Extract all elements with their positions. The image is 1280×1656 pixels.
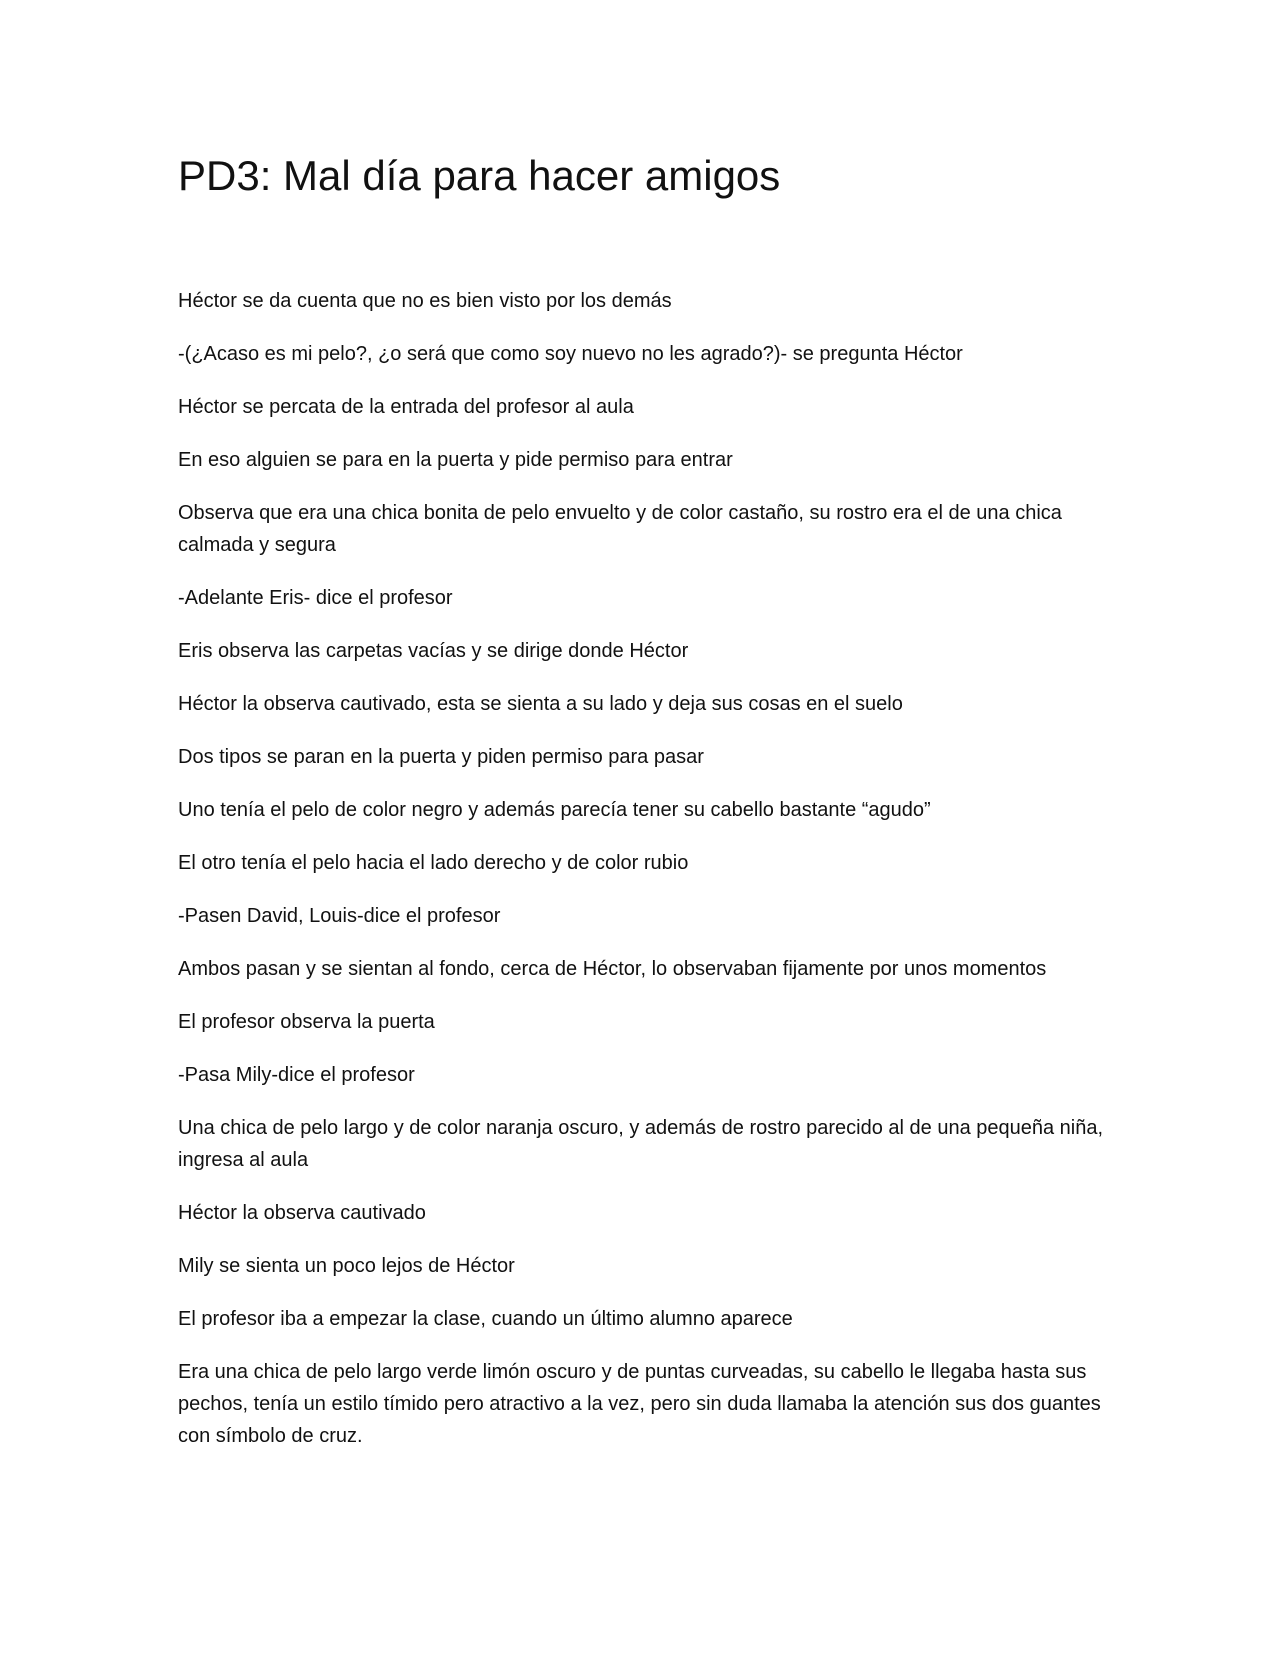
paragraph: Observa que era una chica bonita de pelo envuelto y de color castaño, su rostro era el de una chica calmada y segura — [178, 502, 1062, 556]
paragraph: -Pasen David, Louis-dice el profesor — [178, 905, 501, 927]
paragraph: Héctor la observa cautivado, esta se sienta a su lado y deja sus cosas en el suelo — [178, 693, 903, 715]
paragraph: El profesor observa la puerta — [178, 1011, 435, 1033]
paragraph: El profesor iba a empezar la clase, cuando un último alumno aparece — [178, 1308, 793, 1330]
paragraph: Eris observa las carpetas vacías y se dirige donde Héctor — [178, 640, 689, 662]
paragraph: -Adelante Eris- dice el profesor — [178, 587, 453, 609]
document-title: PD3: Mal día para hacer amigos — [178, 152, 781, 199]
document-body — [178, 285, 1108, 1473]
paragraph: Uno tenía el pelo de color negro y además parecía tener su cabello bastante “agudo” — [178, 799, 931, 821]
paragraph: Héctor se da cuenta que no es bien visto por los demás — [178, 290, 672, 312]
paragraph: -(¿Acaso es mi pelo?, ¿o será que como soy nuevo no les agrado?)- se pregunta Héctor — [178, 343, 963, 365]
paragraph: Dos tipos se paran en la puerta y piden permiso para pasar — [178, 746, 704, 768]
paragraph: Héctor se percata de la entrada del profesor al aula — [178, 396, 634, 418]
paragraph: Ambos pasan y se sientan al fondo, cerca de Héctor, lo observaban fijamente por unos momentos — [178, 958, 1047, 980]
paragraph: Mily se sienta un poco lejos de Héctor — [178, 1255, 515, 1277]
paragraph: El otro tenía el pelo hacia el lado derecho y de color rubio — [178, 852, 689, 874]
paragraph: -Pasa Mily-dice el profesor — [178, 1064, 415, 1086]
paragraph: Era una chica de pelo largo verde limón oscuro y de puntas curveadas, su cabello le llegaba hasta sus pechos, tenía un estilo tímido pero atractivo a la vez, pero sin duda llamaba la atención sus dos guantes con símbolo de cruz. — [178, 1361, 1101, 1447]
paragraph: En eso alguien se para en la puerta y pide permiso para entrar — [178, 449, 733, 471]
paragraph: Héctor la observa cautivado — [178, 1202, 426, 1224]
paragraph: Una chica de pelo largo y de color naranja oscuro, y además de rostro parecido al de una pequeña niña, ingresa al aula — [178, 1117, 1104, 1171]
